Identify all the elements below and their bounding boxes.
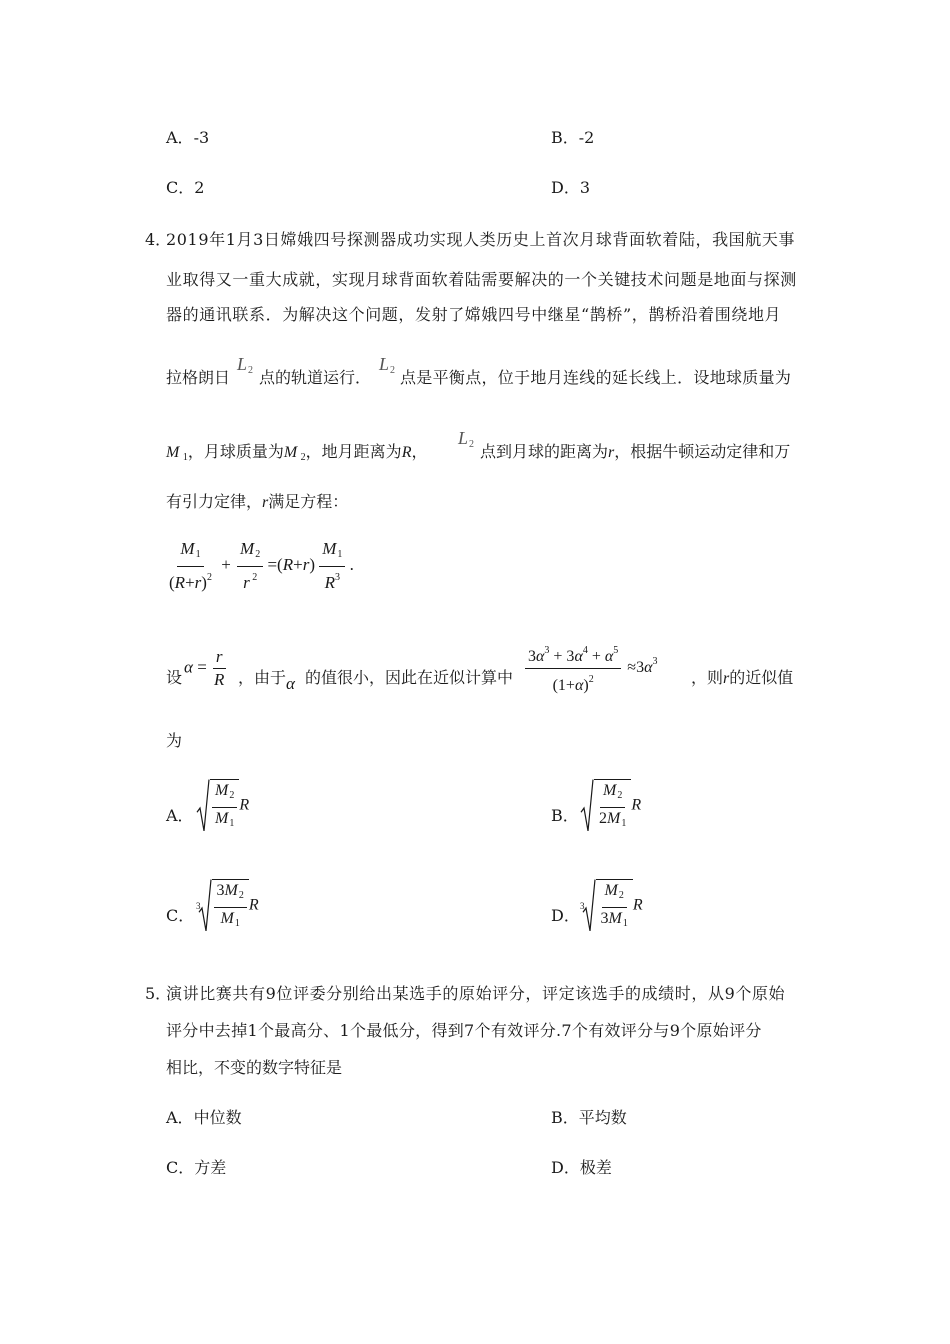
- option-letter: A．: [166, 128, 194, 147]
- q4-option-a-expr: $\frac{M_2}{M_1}$ R: [196, 779, 249, 833]
- cube-root: 3 $\frac{3M_2}{M_1}$: [196, 879, 249, 933]
- symbol-r: r: [723, 670, 730, 687]
- text-run: 拉格朗日: [166, 368, 231, 387]
- text-run: ，则: [691, 668, 724, 687]
- option-text: 中位数: [193, 1108, 242, 1127]
- comma: ，: [411, 442, 428, 461]
- text-run: 点的轨道运行．: [259, 368, 372, 387]
- text-run: 点是平衡点，位于地月连线的延长线上．设地球质量为: [400, 368, 792, 387]
- q4-line-4: [166, 368, 230, 388]
- option-letter: D．: [551, 1158, 580, 1177]
- text-run: ，根据牛顿运动定律和万: [614, 442, 791, 461]
- q4-line-8: 为: [166, 731, 183, 750]
- symbol-alpha: α: [286, 674, 295, 693]
- q4-option-a-letter: A．: [166, 806, 194, 825]
- option-text: 2: [194, 178, 205, 197]
- option-letter: D．: [551, 178, 580, 197]
- fraction: $\frac{r}{R}$: [214, 647, 225, 689]
- symbol-l2: $L_2$: [458, 428, 475, 450]
- q4-number: 4．: [145, 230, 172, 249]
- q4-line-5: [166, 442, 427, 468]
- fraction: $\frac{M_2}{r ^2}$: [237, 540, 263, 592]
- q4-line-7-end: [691, 668, 793, 689]
- symbol-r-big: R: [401, 444, 412, 461]
- q3-option-b: [551, 128, 594, 148]
- option-text: 平均数: [578, 1108, 627, 1127]
- q5-option-d: [551, 1158, 612, 1178]
- cube-root: 3 $\frac{M_2}{3M_1}$: [580, 879, 633, 933]
- q5-number: 5．: [145, 984, 172, 1003]
- option-text: 极差: [579, 1158, 612, 1177]
- option-letter: C．: [166, 178, 195, 197]
- option-text: 方差: [194, 1158, 227, 1177]
- q5-line-1: 演讲比赛共有9位评委分别给出某选手的原始评分，评定该选手的成绩时，从9个原始: [166, 984, 786, 1003]
- q4-line-5b: [480, 442, 790, 463]
- sqrt: $\frac{M_2}{2M_1}$: [580, 779, 631, 833]
- q4-option-c-expr: 3 $\frac{3M_2}{M_1}$ R: [196, 879, 259, 933]
- option-letter: B．: [551, 1108, 579, 1127]
- option-text: -3: [193, 128, 210, 147]
- q5-line-3: 相比，不变的数字特征是: [166, 1058, 343, 1077]
- text-run: ，由于: [238, 668, 287, 687]
- q4-line-6: [166, 492, 348, 513]
- symbol-l2: $L_2$: [237, 354, 254, 376]
- fraction: $\frac{3\alpha^3 + 3\alpha^4 + \alpha^5}{(1+\alpha)^2}$: [525, 642, 621, 695]
- text-run: ，月球质量为: [187, 442, 284, 461]
- option-letter: A．: [166, 1108, 194, 1127]
- equation-period: .: [349, 554, 354, 574]
- fraction: $\frac{M_1}{R^3}$: [319, 540, 345, 592]
- q4-option-c-letter: C．: [166, 906, 195, 925]
- q4-option-d-expr: 3 $\frac{M_2}{3M_1}$ R: [580, 879, 643, 933]
- q4-line-1: 2019年1月3日嫦娥四号探测器成功实现人类历史上首次月球背面软着陆，我国航天事: [166, 230, 796, 249]
- symbol-l2: $L_2$: [379, 354, 396, 376]
- fraction: $\frac{M_1}{(R+r)^2}$: [169, 539, 212, 592]
- q4-option-b-letter: B．: [551, 806, 579, 825]
- alpha-def: α = $\frac{r}{R}$: [184, 648, 227, 689]
- option-text: 3: [579, 178, 591, 197]
- approximation: $\frac{3\alpha^3 + 3\alpha^4 + \alpha^5}{(1+\alpha)^2}$ $\approx 3\alpha^3$: [525, 642, 657, 695]
- text-run: 点到月球的距离为: [480, 442, 609, 461]
- option-text: -2: [578, 128, 595, 147]
- q5-line-2: 评分中去掉1个最高分、1个最低分，得到7个有效评分.7个有效评分与9个原始评分: [166, 1021, 762, 1040]
- symbol-r: r: [608, 444, 615, 461]
- text-run: 的近似值: [729, 668, 794, 687]
- text-run: 有引力定律，: [166, 492, 263, 511]
- q4-option-d-letter: D．: [551, 906, 580, 925]
- symbol-m1: M $_1$: [166, 444, 188, 463]
- q3-option-a: [166, 128, 209, 148]
- q5-option-c: [166, 1158, 226, 1178]
- q4-line-3: 器的通讯联系．为解决这个问题，发射了嫦娥四号中继星“鹊桥”，鹊桥沿着围绕地月: [166, 305, 782, 324]
- text-run: 的值很小，因此在近似计算中: [305, 668, 514, 687]
- q3-option-d: [551, 178, 590, 198]
- symbol-r: r: [262, 494, 269, 511]
- q5-option-a: [166, 1108, 242, 1128]
- text-run: 设: [166, 668, 183, 687]
- option-letter: C．: [166, 1158, 195, 1177]
- q5-option-b: [551, 1108, 627, 1128]
- q4-line-2: 业取得又一重大成就，实现月球背面软着陆需要解决的一个关键技术问题是地面与探测: [166, 270, 797, 289]
- q4-option-b-expr: $\frac{M_2}{2M_1}$ R: [580, 779, 641, 833]
- q4-equation: $\frac{M_1}{(R+r)^2}$ + $\frac{M_2}{r ^2}$ =(R+r) $\frac{M_1}{R^3}$ .: [166, 540, 354, 592]
- text-run: 满足方程：: [268, 492, 349, 511]
- sqrt: $\frac{M_2}{M_1}$: [196, 779, 239, 833]
- symbol-m2: M $_2$: [283, 444, 306, 463]
- option-letter: B．: [551, 128, 579, 147]
- q3-option-c: [166, 178, 204, 198]
- text-run: ，地月距离为: [305, 442, 402, 461]
